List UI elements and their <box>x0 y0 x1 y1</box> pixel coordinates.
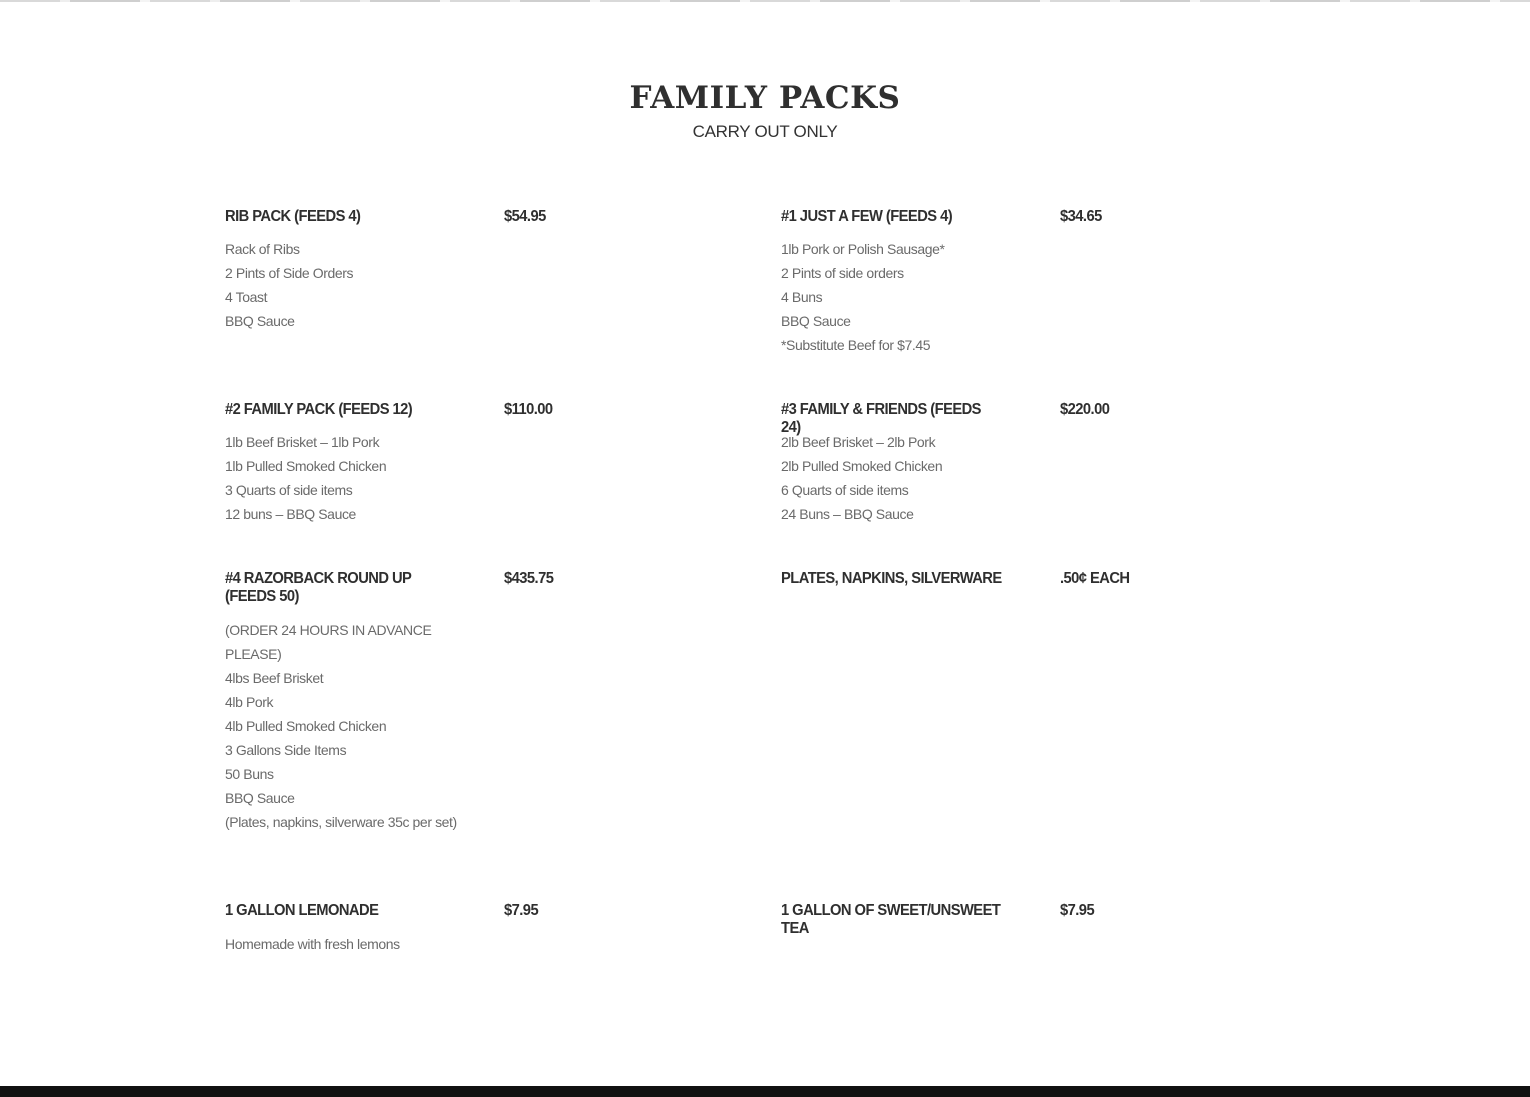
top-divider <box>0 0 1530 2</box>
description-line: 4lb Pork <box>225 694 274 710</box>
menu-item-price: $220.00 <box>1060 401 1110 418</box>
description-line: 4lb Pulled Smoked Chicken <box>225 718 387 734</box>
footer-bar <box>0 1086 1530 1097</box>
description-line: 1lb Pork or Polish Sausage* <box>781 241 945 257</box>
description-line: 4lbs Beef Brisket <box>225 670 324 686</box>
description-line: 2lb Pulled Smoked Chicken <box>781 458 943 474</box>
description-line: 24 Buns – BBQ Sauce <box>781 506 914 522</box>
menu-item-name: RIB PACK (FEEDS 4) <box>225 208 361 225</box>
menu-item-description <box>781 237 1021 357</box>
description-line: Rack of Ribs <box>225 241 300 257</box>
description-line: 6 Quarts of side items <box>781 482 909 498</box>
menu-item-price: $7.95 <box>504 902 539 919</box>
menu-item-description <box>225 430 465 526</box>
menu-item-price: .50¢ EACH <box>1060 570 1130 587</box>
section-subtitle: CARRY OUT ONLY <box>692 122 838 141</box>
description-line: (Plates, napkins, silverware 35c per set) <box>225 814 457 830</box>
description-line: Homemade with fresh lemons <box>225 936 400 952</box>
description-line: BBQ Sauce <box>225 313 295 329</box>
menu-item-name: PLATES, NAPKINS, SILVERWARE <box>781 570 1002 587</box>
menu-item-description <box>225 237 465 333</box>
menu-item-description <box>225 618 465 834</box>
menu-item-price: $435.75 <box>504 570 554 587</box>
description-line: 4 Buns <box>781 289 823 305</box>
menu-item-price: $34.65 <box>1060 208 1102 225</box>
description-line: 1lb Pulled Smoked Chicken <box>225 458 387 474</box>
description-line: 3 Quarts of side items <box>225 482 353 498</box>
menu-item-name: #2 FAMILY PACK (FEEDS 12) <box>225 401 413 418</box>
description-line: (ORDER 24 HOURS IN ADVANCE PLEASE) <box>225 622 432 662</box>
menu-item-name: 1 GALLON LEMONADE <box>225 902 379 919</box>
menu-item-name: #4 RAZORBACK ROUND UP (FEEDS 50) <box>225 570 412 605</box>
description-line: BBQ Sauce <box>781 313 851 329</box>
description-line: 12 buns – BBQ Sauce <box>225 506 356 522</box>
description-line: 3 Gallons Side Items <box>225 742 347 758</box>
menu-item-price: $54.95 <box>504 208 546 225</box>
section-title: FAMILY PACKS <box>629 80 901 116</box>
menu-item-name: 1 GALLON OF SWEET/UNSWEET TEA <box>781 902 1001 937</box>
description-line: *Substitute Beef for $7.45 <box>781 337 931 353</box>
menu-item-name: #1 JUST A FEW (FEEDS 4) <box>781 208 953 225</box>
description-line: 2 Pints of side orders <box>781 265 904 281</box>
menu-item-description <box>781 430 1021 526</box>
description-line: 1lb Beef Brisket – 1lb Pork <box>225 434 380 450</box>
description-line: 4 Toast <box>225 289 268 305</box>
menu-item-name: #3 FAMILY & FRIENDS (FEEDS 24) <box>781 401 981 436</box>
menu-item-price: $7.95 <box>1060 902 1095 919</box>
description-line: 2lb Beef Brisket – 2lb Pork <box>781 434 936 450</box>
description-line: 50 Buns <box>225 766 274 782</box>
menu-item-description <box>225 932 465 956</box>
description-line: 2 Pints of Side Orders <box>225 265 354 281</box>
description-line: BBQ Sauce <box>225 790 295 806</box>
menu-item-price: $110.00 <box>504 401 553 418</box>
